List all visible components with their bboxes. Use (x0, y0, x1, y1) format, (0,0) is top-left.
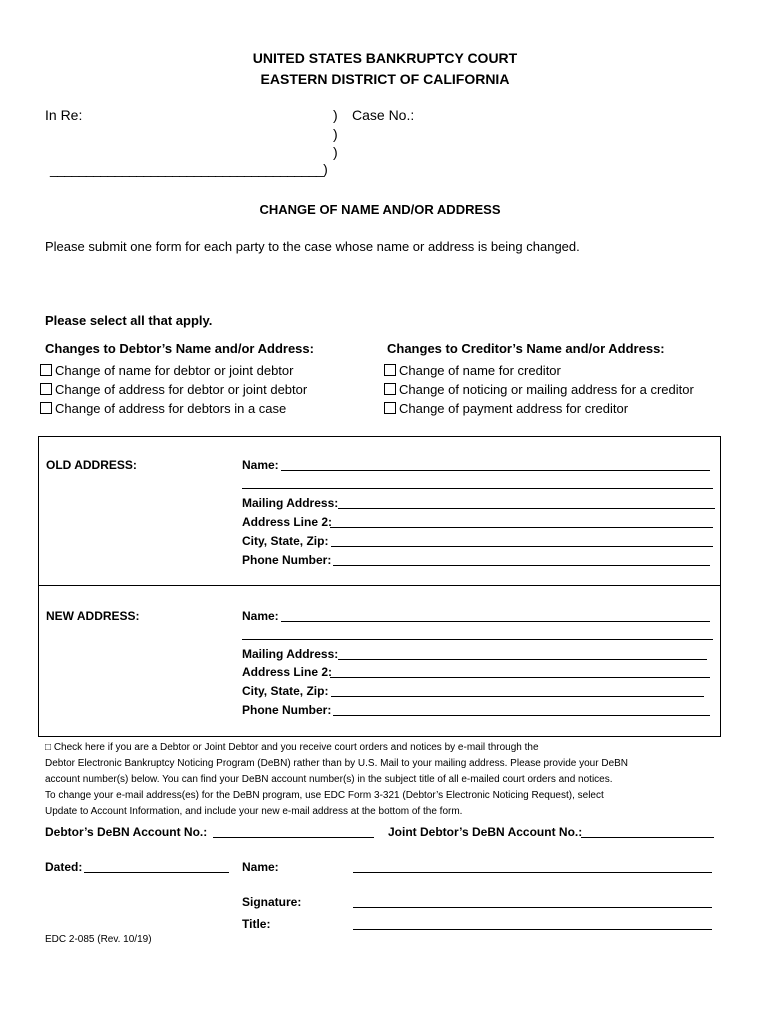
debtor-debn-field[interactable] (213, 826, 374, 838)
checkbox-icon[interactable] (384, 402, 396, 414)
instruction-text: Please submit one form for each party to the case whose name or address is being changed. (45, 239, 580, 254)
signature-label: Signature: (242, 895, 302, 909)
old-city-field[interactable] (331, 535, 713, 547)
old-city-label: City, State, Zip: (242, 534, 329, 548)
debtor-option-address-case[interactable] (40, 401, 286, 416)
form-number: EDC 2-085 (Rev. 10/19) (45, 934, 152, 945)
select-heading: Please select all that apply. (45, 313, 213, 328)
joint-debn-field[interactable] (581, 826, 714, 838)
new-name-label: Name: (242, 609, 279, 623)
debn-checkbox[interactable]: □ (45, 742, 52, 753)
debn-line-4: To change your e-mail address(es) for the DeBN program, use EDC Form 3-321 (Debtor’s Electronic Noticing Request), select (45, 790, 604, 801)
old-line2-label: Address Line 2: (242, 515, 333, 529)
checkbox-icon[interactable] (384, 383, 396, 395)
dated-label: Dated: (45, 860, 83, 874)
address-divider (39, 585, 720, 586)
creditor-option-name[interactable] (384, 363, 561, 378)
signature-field[interactable] (353, 896, 712, 908)
court-name: UNITED STATES BANKRUPTCY COURT (252, 50, 518, 66)
old-phone-field[interactable] (333, 554, 710, 566)
debn-line-2: Debtor Electronic Bankruptcy Noticing Program (DeBN) rather than by U.S. Mail to your mailing address. Please provide your DeBN (45, 758, 629, 769)
creditor-option-mailing[interactable] (384, 382, 694, 397)
option-label: Change of payment address for creditor (399, 401, 629, 416)
joint-debn-label: Joint Debtor’s DeBN Account No.: (388, 825, 583, 839)
checkbox-icon[interactable] (40, 364, 52, 376)
court-district: EASTERN DISTRICT OF CALIFORNIA (260, 71, 510, 87)
old-address-label: OLD ADDRESS: (46, 458, 137, 472)
old-phone-label: Phone Number: (242, 553, 332, 567)
option-label: Change of noticing or mailing address for a creditor (399, 382, 694, 397)
form-title: CHANGE OF NAME AND/OR ADDRESS (259, 202, 501, 217)
new-phone-field[interactable] (333, 704, 710, 716)
new-name-field-2[interactable] (242, 628, 713, 640)
paren-1: ) (333, 107, 338, 123)
checkbox-icon[interactable] (40, 402, 52, 414)
old-name-field[interactable] (281, 459, 710, 471)
option-label: Change of name for debtor or joint debtor (55, 363, 294, 378)
title-field[interactable] (353, 918, 712, 930)
creditor-changes-heading: Changes to Creditor’s Name and/or Address: (387, 341, 665, 356)
checkbox-icon[interactable] (384, 364, 396, 376)
debtor-option-name[interactable] (40, 363, 293, 378)
new-name-field[interactable] (281, 610, 710, 622)
new-phone-label: Phone Number: (242, 703, 332, 717)
debn-text-1: Check here if you are a Debtor or Joint Debtor and you receive court orders and notices by e-mail through the (53, 742, 539, 753)
old-line2-field[interactable] (330, 516, 713, 528)
new-mailing-field[interactable] (338, 648, 707, 660)
case-no-label: Case No.: (352, 107, 415, 123)
paren-2: ) (333, 126, 338, 142)
option-label: Change of address for debtors in a case (55, 401, 287, 416)
sign-name-field[interactable] (353, 861, 712, 873)
checkbox-icon[interactable] (40, 383, 52, 395)
option-label: Change of address for debtor or joint debtor (55, 382, 308, 397)
new-city-label: City, State, Zip: (242, 684, 329, 698)
old-name-label: Name: (242, 458, 279, 472)
new-line2-field[interactable] (330, 666, 710, 678)
sign-name-label: Name: (242, 860, 279, 874)
old-mailing-label: Mailing Address: (242, 496, 339, 510)
in-re-label: In Re: (45, 107, 83, 123)
debn-line-5: Update to Account Information, and include your new e-mail address at the bottom of the form. (45, 806, 463, 817)
option-label: Change of name for creditor (399, 363, 561, 378)
old-mailing-field[interactable] (338, 497, 715, 509)
new-line2-label: Address Line 2: (242, 665, 333, 679)
debn-line-3: account number(s) below. You can find your DeBN account number(s) in the subject title of all e-mailed court orders and notices. (45, 774, 613, 785)
debn-line-1 (45, 742, 539, 753)
dated-field[interactable] (84, 861, 229, 873)
debtor-option-address[interactable] (40, 382, 307, 397)
debtor-debn-label: Debtor’s DeBN Account No.: (45, 825, 208, 839)
title-label: Title: (242, 917, 271, 931)
creditor-option-payment[interactable] (384, 401, 628, 416)
old-name-field-2[interactable] (242, 477, 713, 489)
debtor-changes-heading: Changes to Debtor’s Name and/or Address: (45, 341, 314, 356)
new-address-label: NEW ADDRESS: (46, 609, 140, 623)
paren-3: ) (333, 144, 338, 160)
new-mailing-label: Mailing Address: (242, 647, 339, 661)
debtor-name-line[interactable]: ______________________________________) (50, 161, 328, 177)
new-city-field[interactable] (331, 685, 704, 697)
